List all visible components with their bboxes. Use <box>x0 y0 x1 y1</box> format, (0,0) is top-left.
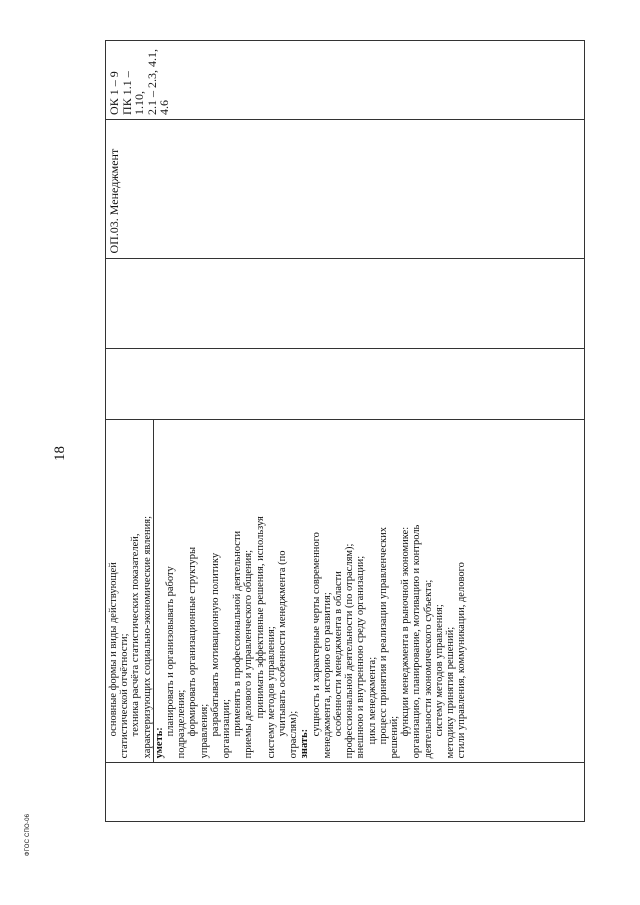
competencies-cell <box>106 41 585 120</box>
desc-line: деятельности экономического субъекта; <box>422 579 434 759</box>
competency-line: 2.1 – 2.3, 4.1, <box>144 48 159 115</box>
desc-line: внешнюю и внутреннюю среду организации; <box>355 555 367 759</box>
index-cell <box>106 763 585 822</box>
desc-line: управления; <box>198 703 210 759</box>
desc-line: методику принятия решений; <box>445 626 457 759</box>
hours-class-cell <box>106 258 585 348</box>
rotated-table-container <box>105 40 585 822</box>
section-heading-umet: уметь: <box>153 727 165 759</box>
desc-line: систему методов управления; <box>265 626 277 759</box>
description-cell <box>106 420 585 763</box>
desc-line: профессиональной деятельности (по отраслям); <box>344 543 356 759</box>
desc-line: процесс принятия и реализации управленческих <box>377 526 389 745</box>
hours-max-cell <box>106 348 585 420</box>
desc-line: техника расчёта статистических показателей, <box>130 533 142 737</box>
desc-line: цикл менеджмента; <box>366 656 378 745</box>
desc-line: статистической отчётности; <box>119 633 131 759</box>
competency-line: ПК 1.1 – 1.10, <box>119 71 146 115</box>
desc-line: основные формы и виды действующей <box>108 562 119 737</box>
desc-line: принимать эффективные решения, используя <box>254 516 266 719</box>
desc-line: функции менеджмента в рыночной экономике: <box>400 526 412 737</box>
desc-line: планировать и организовывать работу <box>165 566 177 737</box>
desc-line: организации; <box>221 699 233 759</box>
desc-line: учитывать особенности менеджмента (по <box>277 550 289 737</box>
discipline-name-cell <box>106 119 585 258</box>
competency-line: ОК 1 – 9 <box>107 71 121 115</box>
desc-line: организацию, планирование, мотивацию и контроль <box>411 524 423 759</box>
desc-line: решений; <box>389 715 401 759</box>
desc-line: систему методов управления; <box>433 604 445 737</box>
desc-line: применять в профессиональной деятельности <box>232 530 244 737</box>
desc-line: подразделения; <box>176 689 188 759</box>
description-text <box>108 424 468 758</box>
desc-line: формировать организационные структуры <box>187 546 199 737</box>
desc-line: приемы делового и управленческого общения; <box>243 550 255 759</box>
desc-line: отраслям); <box>288 710 300 759</box>
desc-line: разрабатывать мотивационную политику <box>209 552 221 737</box>
desc-line: менеджмента, историю его развития; <box>321 592 333 759</box>
desc-line: сущность и характерные черты современного <box>310 532 322 737</box>
competency-line: 4.6 <box>157 99 171 115</box>
desc-line: особенности менеджмента в области <box>333 571 345 737</box>
desc-line: стили управления, коммуникации, делового <box>456 562 468 759</box>
discipline-name: ОП.03. Менеджмент <box>107 148 121 254</box>
curriculum-table <box>105 40 585 822</box>
desc-line: характеризующих социально-экономические явления; <box>142 420 154 762</box>
page-number: 18 <box>51 445 68 461</box>
footer-stamp: ФГОС СПО-06 <box>25 813 32 857</box>
section-heading-znat: знать: <box>299 728 311 759</box>
table-row <box>106 41 585 822</box>
